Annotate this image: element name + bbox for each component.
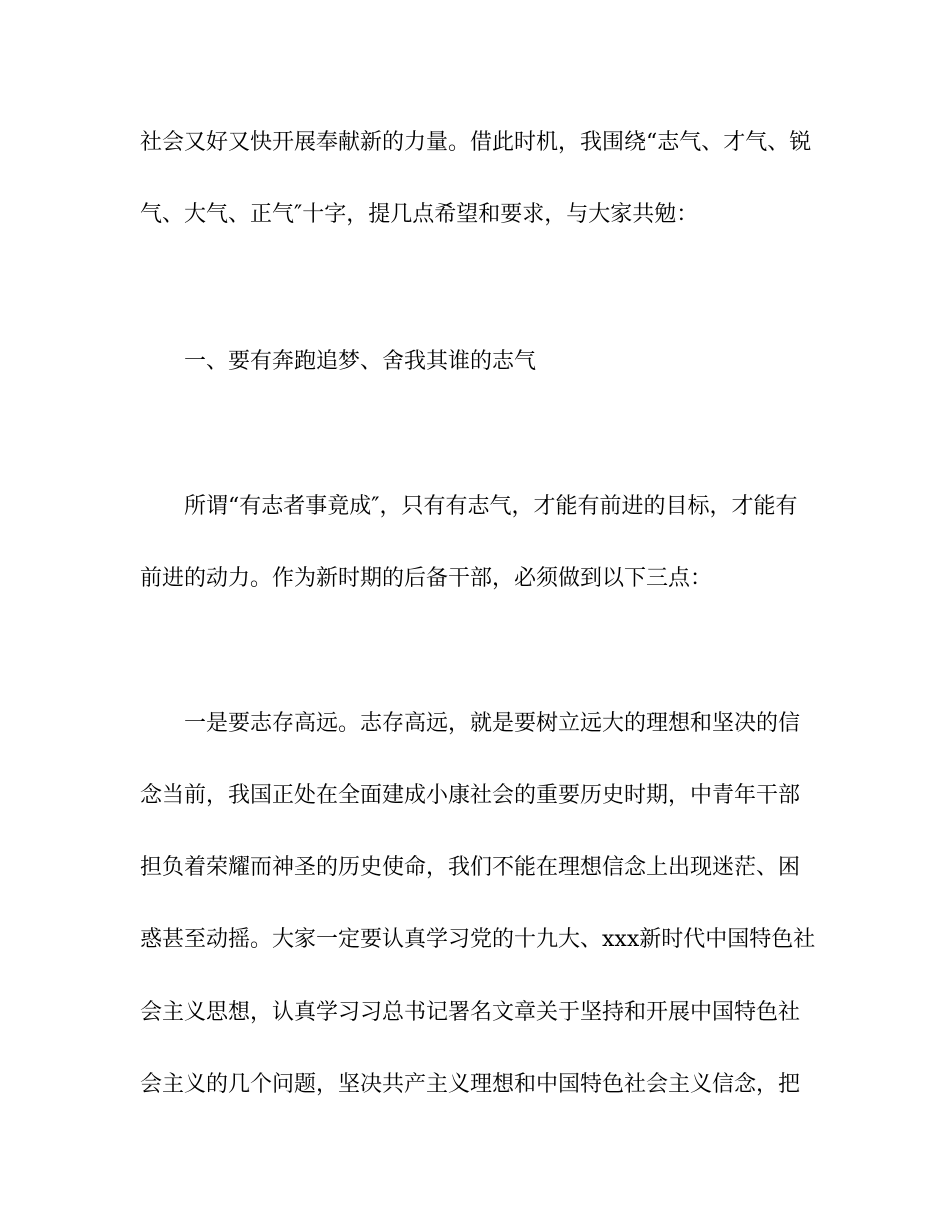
paragraph-4-line-1: 一是要志存高远。志存高远，就是要树立远大的理想和坚决的信 <box>184 711 801 736</box>
paragraph-4-line-5: 会主义思想，认真学习习总书记署名文章关于坚持和开展中国特色社 <box>140 1000 801 1025</box>
section-heading: 一、要有奔跑追梦、舍我其谁的志气 <box>184 349 537 374</box>
paragraph-4-line-3: 担负着荣耀而神圣的历史使命，我们不能在理想信念上出现迷茫、困 <box>140 855 801 880</box>
paragraph-3-line-1: 所谓“有志者事竟成″，只有有志气，才能有前进的目标，才能有 <box>184 494 798 519</box>
paragraph-1-line-2: 气、大气、正气″十字，提几点希望和要求，与大家共勉： <box>140 202 699 227</box>
paragraph-3-line-2: 前进的动力。作为新时期的后备干部，必须做到以下三点： <box>140 566 713 591</box>
paragraph-4-line-2: 念当前，我国正处在全面建成小康社会的重要历史时期，中青年干部 <box>140 783 801 808</box>
paragraph-1-line-1: 社会又好又快开展奉献新的力量。借此时机，我围绕“志气、才气、锐 <box>140 130 812 155</box>
paragraph-4-line-4: 惑甚至动摇。大家一定要认真学习党的十九大、xxx新时代中国特色社 <box>140 927 816 952</box>
paragraph-4-line-6: 会主义的几个问题，坚决共产主义理想和中国特色社会主义信念，把 <box>140 1072 801 1097</box>
